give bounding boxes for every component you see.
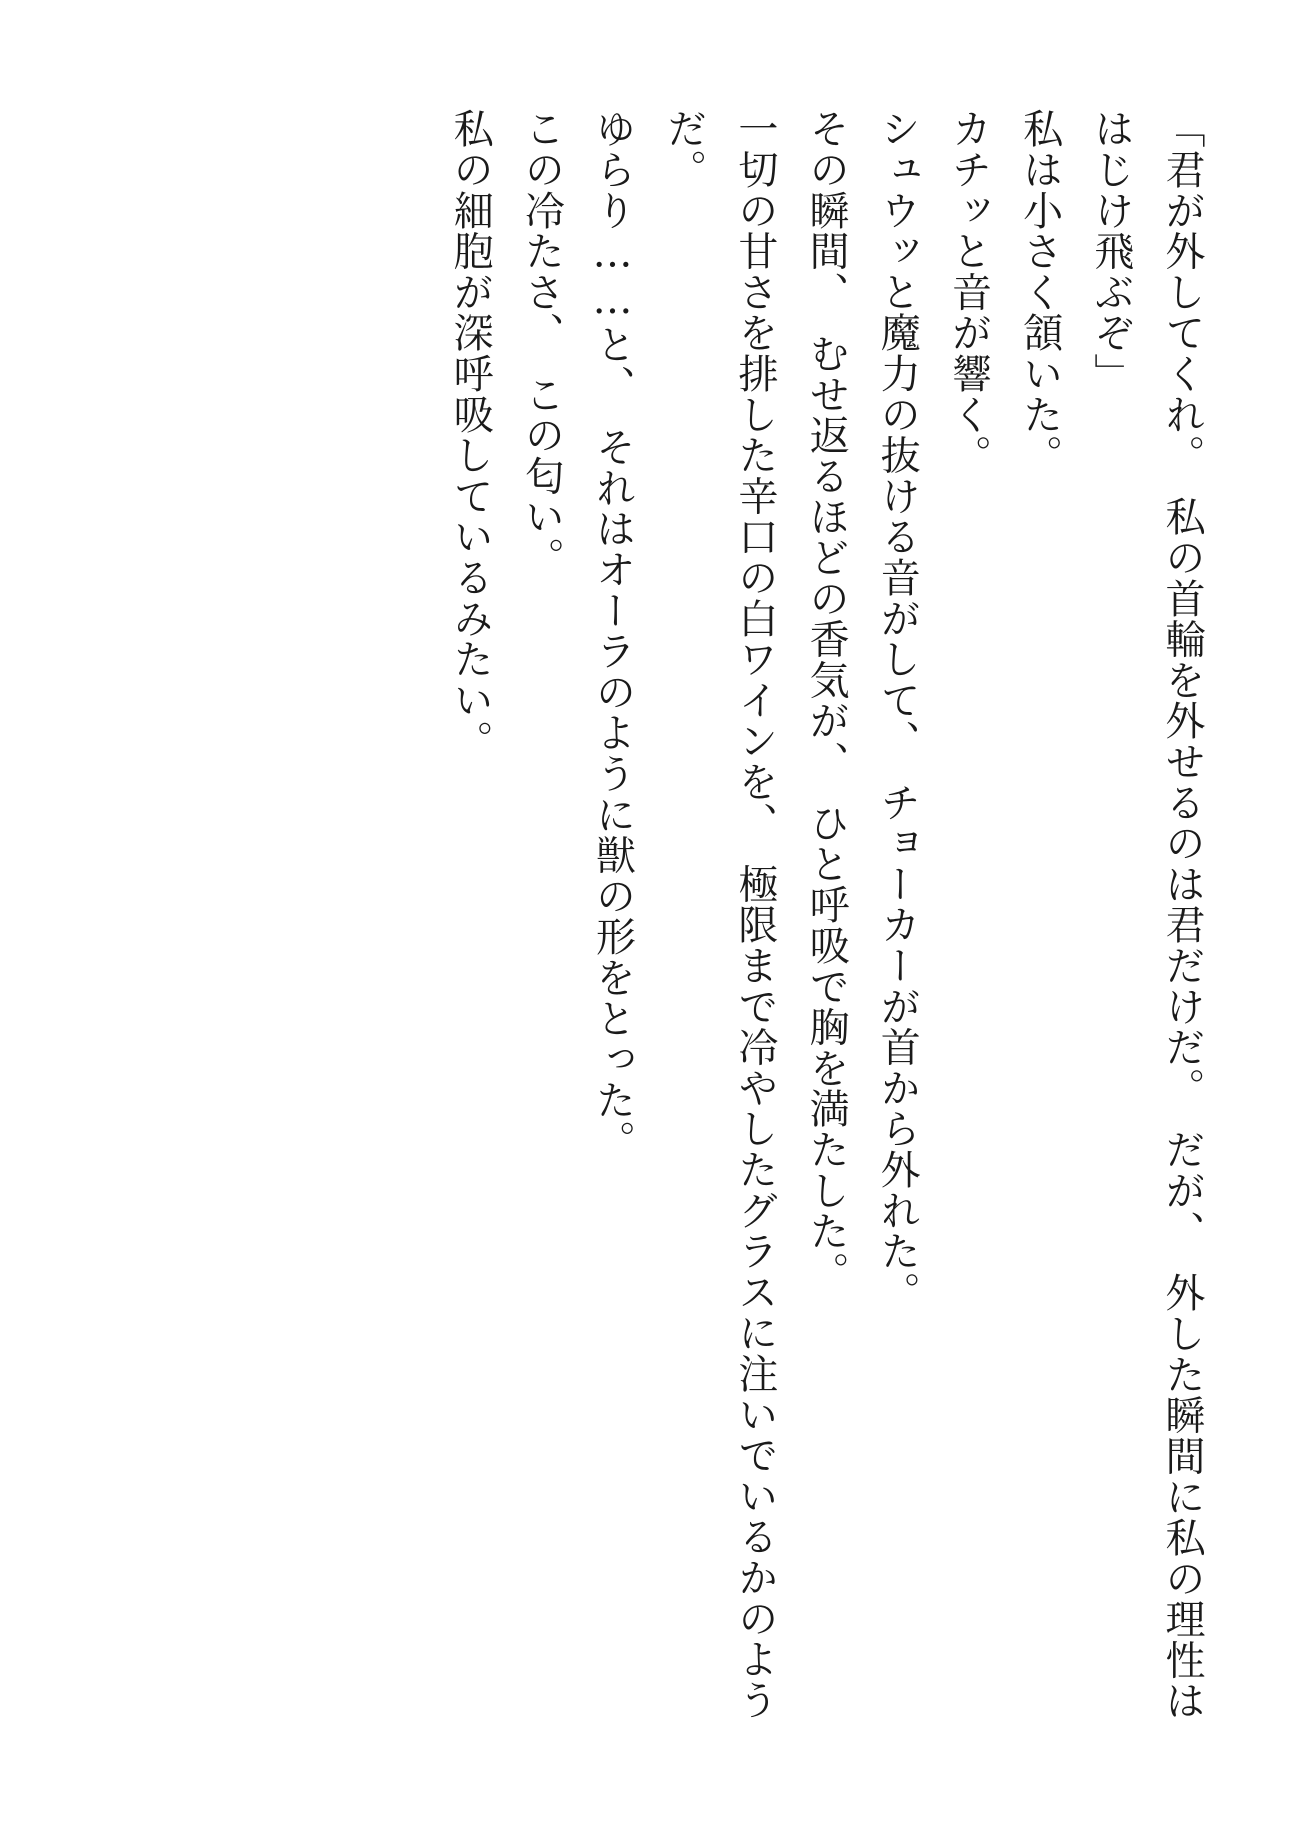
paragraph-4: シュウッと魔力の抜ける音がして、 チョーカーが首から外れた。: [874, 108, 921, 1312]
paragraph-2: 私は小さく頷いた。: [1016, 108, 1063, 476]
paragraph-8: この冷たさ、 この匂い。: [518, 108, 565, 578]
paragraph-5: その瞬間、 むせ返るほどの香気が、 ひと呼吸で胸を満たした。: [803, 108, 850, 1292]
paragraph-1: 「君が外してくれ。 私の首輪を外せるのは君だけだ。 だが、 外した瞬間に私の理性ははじけ飛ぶぞ」: [1087, 108, 1205, 1721]
paragraph-3: カチッと音が響く。: [945, 108, 992, 476]
paragraph-6: 一切の甘さを排した辛口の白ワインを、 極限まで冷やしたグラスに注いでいるかのようだ。: [660, 108, 778, 1720]
vertical-text-body: [87, 108, 1217, 1728]
paragraph-7: ゆらり……と、 それはオーラのように獣の形をとった。: [589, 108, 636, 1161]
paragraph-9: 私の細胞が深呼吸しているみたい。: [447, 108, 494, 761]
